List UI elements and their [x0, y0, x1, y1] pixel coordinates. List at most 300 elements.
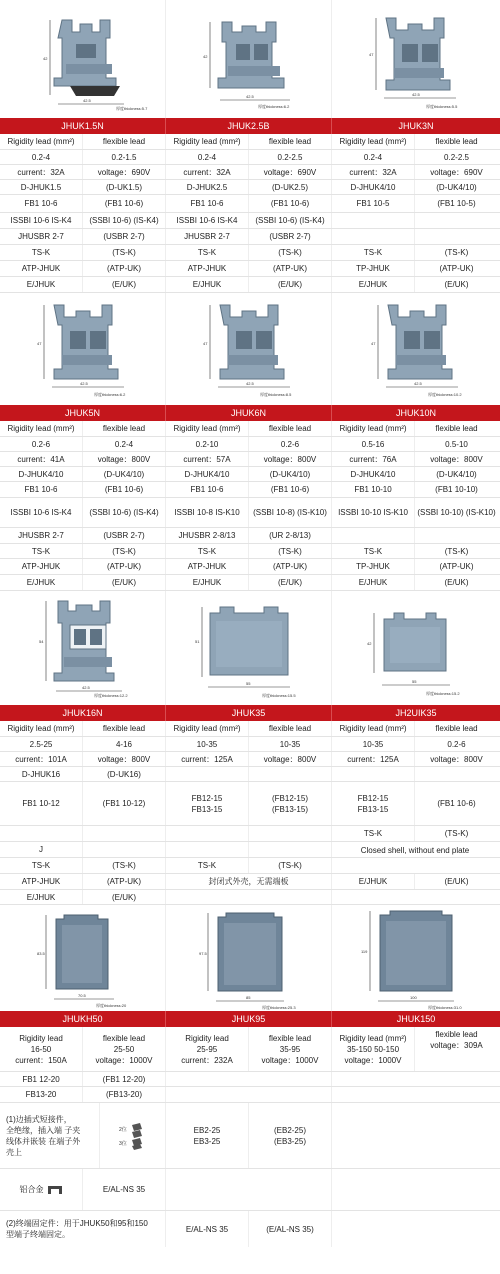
title-row-3	[0, 705, 500, 721]
spec-cell: D-JHUK4/10	[332, 467, 415, 481]
product-image-jhuk2.5b	[166, 0, 332, 118]
height-dim: 54	[39, 639, 44, 644]
closed-shell-note: Closed shell, without end plate	[360, 846, 470, 855]
thickness-label: 厚度thickness:31.0	[428, 1005, 462, 1010]
spec-cell: FB1 12-20	[0, 1072, 83, 1086]
spec-row	[0, 165, 500, 180]
spec-cell: flexible lead	[249, 721, 332, 736]
spec-row	[0, 261, 500, 277]
spec-cell: (ATP-UK)	[249, 559, 332, 574]
spec-line: (EB3-25)	[273, 1136, 306, 1146]
height-dim: 47	[369, 52, 374, 57]
image-row-2	[0, 293, 500, 405]
spec-cell: current：32A	[0, 165, 83, 179]
spec-cell: (E/UK)	[83, 277, 166, 292]
spec-line: flexible lead	[102, 1033, 146, 1043]
spec-cell: ATP-JHUK	[166, 559, 249, 574]
product-title: JH2UIK35	[395, 708, 437, 718]
spec-cell: FB1 10-6	[0, 195, 83, 212]
spec-line: FB13-15	[357, 804, 389, 814]
spec-row	[0, 229, 500, 245]
spec-cell: (D-UK4/10)	[436, 182, 477, 192]
spec-cell: (SSBI 10-6) (IS-K4)	[83, 498, 166, 527]
spec-cell: (TS-K)	[83, 245, 166, 260]
spec-cell: TP-JHUK	[332, 559, 415, 574]
spec-cell	[415, 229, 498, 244]
spec-cell: current：101A	[0, 752, 83, 766]
spec-cell: Rigidity lead (mm²)	[166, 134, 249, 149]
spec-row	[0, 544, 500, 559]
spec-row	[0, 858, 500, 874]
spec-line: voltage：1000V	[344, 1055, 402, 1065]
spec-cell: FB1 10-5	[332, 195, 415, 212]
spec-cell: 0.5-10	[445, 439, 468, 449]
spec-cell	[332, 767, 415, 781]
spec-row	[0, 890, 500, 905]
thickness-label: 厚度thickness:12.2	[94, 693, 128, 698]
spec-cell: ATP-JHUK	[0, 559, 83, 574]
spec-cell: 0.2-10	[166, 437, 249, 451]
spec-row	[0, 452, 500, 467]
spec-cell	[332, 1087, 498, 1102]
product-title: JHUK150	[396, 1014, 436, 1024]
spec-cell: FB1 10-6	[166, 482, 249, 497]
spec-line: Rigidity lead (mm²)	[339, 1033, 407, 1043]
spec-cell: Rigidity lead (mm²)	[332, 134, 415, 149]
spec-cell: (E/UK)	[83, 890, 166, 904]
product-title: JHUK5N	[0, 405, 166, 421]
product-image-jhuk16n	[0, 591, 166, 705]
spec-cell: (D-UK4/10)	[83, 467, 166, 481]
spec-cell	[249, 1027, 332, 1071]
product-image-jhukh50	[0, 905, 166, 1011]
spec-cell	[166, 782, 249, 825]
spec-cell: ISSBI 10-6 IS-K4	[0, 213, 83, 228]
spec-cell: E/JHUK	[0, 277, 83, 292]
spec-cell	[166, 1087, 332, 1102]
spec-cell: 10-35	[249, 737, 332, 751]
product-image-jhuk5n	[0, 293, 166, 405]
short-link-icon	[118, 1121, 148, 1151]
product-image-jh2uik35	[332, 591, 500, 705]
product-image-jhuk10n	[332, 293, 500, 405]
spec-row	[0, 1087, 500, 1103]
spec-cell: (TS-K)	[249, 858, 332, 873]
height-dim: 42	[203, 54, 208, 59]
spec-cell: E/JHUK	[332, 575, 415, 590]
spec-cell: current：32A	[332, 165, 415, 179]
thickness-label: 厚度thickness:5.7	[116, 106, 148, 111]
spec-row	[0, 134, 500, 150]
spec-cell: ATP-JHUK	[0, 874, 83, 889]
spec-cell: Rigidity lead (mm²)	[332, 421, 415, 436]
spec-cell	[332, 858, 498, 873]
spec-cell	[166, 890, 332, 904]
spec-cell: TS-K	[332, 544, 415, 558]
spec-cell: 0.2-6	[447, 739, 466, 749]
spec-cell: (ATP-UK)	[83, 874, 166, 889]
width-dim: 55	[246, 681, 251, 686]
spec-row	[0, 437, 500, 452]
thickness-label: 厚度thickness:5.5	[426, 104, 458, 109]
spec-row	[0, 559, 500, 575]
note-line: 线体并嵌装 在端子外	[6, 1136, 81, 1146]
thickness-label: 厚度thickness:25.3	[262, 1005, 296, 1010]
spec-line: 16-50	[30, 1044, 52, 1054]
spec-line: (EB2-25)	[273, 1125, 306, 1135]
spec-row	[0, 767, 500, 782]
spec-cell: flexible lead	[83, 134, 166, 149]
thickness-label: 厚度thickness:6.2	[94, 392, 126, 397]
spec-line: FB13-15	[191, 804, 223, 814]
spec-row	[0, 195, 500, 213]
short-link-icons	[100, 1103, 166, 1168]
spec-cell: Rigidity lead (mm²)	[332, 721, 415, 736]
product-image-jhuk6n	[166, 293, 332, 405]
spec-row	[0, 150, 500, 165]
width-dim: 55	[412, 679, 417, 684]
spec-cell: E/JHUK	[166, 575, 249, 590]
spec-cell	[166, 1072, 332, 1086]
width-dim: 42.5	[82, 685, 90, 690]
spec-cell: voltage：690V	[83, 165, 166, 179]
height-dim: 42	[367, 641, 372, 646]
spec-cell: TS-K	[332, 245, 415, 260]
spec-cell: (E/UK)	[444, 280, 469, 289]
spec-row	[0, 1072, 500, 1087]
spec-cell: voltage：690V	[249, 165, 332, 179]
spec-line: FB12-15	[357, 793, 389, 803]
spec-cell	[249, 842, 332, 857]
spec-line: 35-150 50-150	[346, 1044, 400, 1054]
spec-cell: TS-K	[166, 858, 249, 873]
spec-cell: (E/AL-NS 35)	[249, 1211, 332, 1247]
product-title: JHUK1.5N	[0, 118, 166, 134]
spec-cell: flexible lead	[83, 421, 166, 436]
spec-cell: FB1 10-6	[166, 195, 249, 212]
spec-cell: (E/UK)	[444, 877, 469, 886]
width-dim: 42.5	[246, 381, 254, 386]
spec-cell: Rigidity lead (mm²)	[0, 721, 83, 736]
spec-cell	[0, 826, 83, 841]
spec-line: flexible lead	[268, 1033, 312, 1043]
spec-cell	[166, 826, 249, 841]
spec-cell: flexible lead	[249, 134, 332, 149]
image-row-3	[0, 591, 500, 705]
product-title: JHUK35	[166, 705, 332, 721]
spec-row	[0, 874, 500, 890]
spec-cell	[332, 890, 498, 904]
product-title: JHUK16N	[0, 705, 166, 721]
spec-cell: (TS-K)	[249, 245, 332, 260]
spec-cell: 0.2-4	[166, 150, 249, 164]
product-image-jhuk95	[166, 905, 332, 1011]
spec-cell: voltage：800V	[83, 752, 166, 766]
spec-cell: voltage：800V	[83, 452, 166, 466]
spec-cell: (SSBI 10-6) (IS-K4)	[249, 213, 332, 228]
width-dim: 70.5	[78, 993, 86, 998]
width-dim: 42.5	[80, 381, 88, 386]
width-dim: 85	[246, 995, 251, 1000]
spec-cell: (FB13-20)	[83, 1087, 166, 1102]
spec-line: (FB13-15)	[271, 804, 308, 814]
width-dim: 42.5	[414, 381, 422, 386]
spec-row	[0, 1103, 500, 1169]
spec-cell	[83, 1027, 166, 1071]
product-title: JHUKH50	[0, 1011, 166, 1027]
spec-cell: voltage：800V	[430, 754, 483, 764]
spec-cell: 0.2-2.5	[444, 152, 469, 162]
note-line: 全绝缘，插入端 子夹	[6, 1125, 81, 1135]
note-line: 型端子终端固定。	[6, 1230, 70, 1239]
spec-cell: TS-K	[166, 544, 249, 558]
spec-cell: (FB1 10-6)	[437, 799, 476, 808]
spec-cell: ISSBI 10-10 IS-K10	[332, 498, 415, 527]
product-title: JHUK6N	[166, 405, 332, 421]
height-dim: 47	[371, 341, 376, 346]
spec-cell: 0.2-4	[0, 150, 83, 164]
height-dim: 47	[37, 341, 42, 346]
spec-cell: J	[0, 842, 83, 857]
spec-cell: E/JHUK	[0, 575, 83, 590]
image-row-1	[0, 0, 500, 118]
title-row-2	[0, 405, 500, 421]
end-stop-icon	[47, 1183, 63, 1197]
spec-cell	[249, 826, 332, 841]
spec-cell: TS-K	[332, 826, 415, 841]
spec-cell: JHUSBR 2-7	[166, 229, 249, 244]
spec-row	[0, 782, 500, 826]
spec-cell: E/AL-NS 35	[166, 1211, 249, 1247]
spec-line: EB3-25	[193, 1136, 221, 1146]
thickness-label: 厚度thickness:6.2	[258, 104, 290, 109]
spec-cell	[332, 1072, 498, 1086]
spec-cell: D-JHUK4/10	[0, 467, 83, 481]
spec-cell: Rigidity lead (mm²)	[0, 134, 83, 149]
width-dim: 100	[410, 995, 417, 1000]
spec-cell	[332, 1027, 415, 1071]
spec-cell: FB1 10-6	[0, 482, 83, 497]
product-title: JHUK2.5B	[166, 118, 332, 134]
spec-cell	[166, 1027, 249, 1071]
spec-line: voltage：1000V	[95, 1055, 153, 1065]
spec-cell: flexible lead	[435, 137, 478, 146]
spec-cell: FB1 10-10	[332, 482, 415, 497]
spec-cell: TS-K	[0, 544, 83, 558]
spec-cell: ISSBI 10-6 IS-K4	[166, 213, 249, 228]
spec-cell	[166, 767, 249, 781]
spec-cell: (FB1 10-6)	[249, 482, 332, 497]
spec-cell	[249, 1103, 332, 1168]
spec-cell: 10-35	[166, 737, 249, 751]
spec-row	[0, 213, 500, 229]
width-dim: 42.5	[83, 98, 91, 103]
spec-line: Rigidity lead	[185, 1033, 229, 1043]
thickness-label: 厚度thickness:8.5	[260, 392, 292, 397]
spec-cell: current：76A	[332, 452, 415, 466]
spec-cell: Rigidity lead (mm²)	[166, 421, 249, 436]
spec-cell: Rigidity lead (mm²)	[0, 421, 83, 436]
spec-cell: 0.2-4	[332, 150, 415, 164]
spec-row	[0, 1027, 500, 1072]
spec-cell	[83, 842, 166, 857]
spec-cell: E/JHUK	[332, 874, 415, 889]
width-dim: 42.5	[246, 94, 254, 99]
short-link-note	[0, 1103, 100, 1168]
spec-cell: ISSBI 10-6 IS-K4	[0, 498, 83, 527]
spec-cell: (ATP-UK)	[249, 261, 332, 276]
spec-cell: E/JHUK	[0, 890, 83, 904]
spec-cell: (SSBI 10-6) (IS-K4)	[83, 213, 166, 228]
spec-cell: 0.2-6	[249, 437, 332, 451]
spec-cell: (TS-K)	[83, 544, 166, 558]
thickness-label: 厚度thickness:15.5	[262, 693, 296, 698]
product-image-jhuk150	[332, 905, 500, 1011]
two-pole-label: 2位	[118, 1126, 127, 1133]
aluminium-label: 铝合金	[19, 1185, 44, 1194]
spec-line: (FB12-15)	[271, 793, 308, 803]
spec-cell	[83, 826, 166, 841]
product-title: JHUK95	[166, 1011, 332, 1027]
spec-cell: (TS-K)	[444, 546, 469, 556]
spec-line: current：232A	[181, 1055, 233, 1065]
spec-line: voltage：1000V	[261, 1055, 319, 1065]
spec-row	[0, 575, 500, 591]
spec-line: FB12-15	[191, 793, 223, 803]
width-dim: 42.5	[412, 92, 420, 97]
spec-cell	[332, 528, 415, 543]
spec-line: current：150A	[15, 1055, 67, 1065]
spec-cell: current：32A	[166, 165, 249, 179]
spec-line: 25-50	[113, 1044, 135, 1054]
spec-cell: JHUSBR 2-7	[0, 229, 83, 244]
spec-cell: JHUSBR 2-7	[0, 528, 83, 543]
spec-cell	[166, 1103, 249, 1168]
height-dim: 83.5	[37, 951, 45, 956]
spec-cell: current：125A	[332, 752, 415, 766]
spec-cell: current：41A	[0, 452, 83, 466]
spec-cell: current：57A	[166, 452, 249, 466]
thickness-label: 厚度thickness:20	[96, 1003, 127, 1008]
note-line: (1)边插式短接件，	[6, 1114, 72, 1124]
spec-row	[0, 1211, 500, 1247]
spec-cell	[332, 1103, 498, 1168]
spec-cell: (D-UK16)	[83, 767, 166, 781]
spec-cell: (D-UK2.5)	[249, 180, 332, 194]
spec-cell: E/AL-NS 35	[83, 1169, 166, 1210]
spec-cell: (E/UK)	[444, 578, 469, 587]
spec-cell: 0.2-6	[0, 437, 83, 451]
spec-cell: (UR 2-8/13)	[249, 528, 332, 543]
spec-cell: (ATP-UK)	[439, 562, 474, 571]
spec-cell	[415, 213, 498, 228]
note-line: (2)终端固定件：用于JHUK50和95和150	[6, 1219, 148, 1228]
height-dim: 97.5	[199, 951, 207, 956]
spec-cell: ATP-JHUK	[166, 261, 249, 276]
spec-cell: (USBR 2-7)	[83, 229, 166, 244]
spec-cell: FB13-20	[0, 1087, 83, 1102]
three-pole-label: 3位	[118, 1140, 127, 1147]
spec-line: voltage：309A	[430, 1041, 483, 1050]
spec-row	[0, 737, 500, 752]
height-dim: 51	[195, 639, 200, 644]
spec-cell: (SSBI 10-10) (IS-K10)	[417, 508, 496, 517]
spec-cell: (FB1 10-5)	[437, 199, 476, 208]
product-image-jhuk35	[166, 591, 332, 705]
spec-cell	[249, 767, 332, 781]
spec-cell: D-JHUK4/10	[166, 467, 249, 481]
spec-cell: D-JHUK4/10	[332, 180, 415, 194]
spec-cell: 0.2-1.5	[83, 150, 166, 164]
spec-cell	[332, 213, 415, 228]
spec-row	[0, 245, 500, 261]
spec-cell: (USBR 2-7)	[83, 528, 166, 543]
note-line: 壳上	[6, 1147, 22, 1157]
spec-cell: JHUSBR 2-8/13	[166, 528, 249, 543]
spec-cell: FB1 10-12	[0, 782, 83, 825]
spec-cell: ISSBI 10-8 IS-K10	[166, 498, 249, 527]
end-fix-note	[0, 1211, 166, 1247]
spec-row	[0, 498, 500, 528]
spec-cell: 10-35	[332, 737, 415, 751]
closed-shell-note-cn: 封闭式外壳，无需端板	[166, 874, 332, 889]
spec-cell	[415, 1027, 498, 1071]
spec-cell: (USBR 2-7)	[249, 229, 332, 244]
spec-cell: (E/UK)	[249, 277, 332, 292]
spec-cell: (ATP-UK)	[83, 559, 166, 574]
spec-cell: (FB1 10-6)	[249, 195, 332, 212]
spec-cell	[415, 767, 498, 781]
spec-cell: flexible lead	[83, 721, 166, 736]
product-title: JHUK3N	[398, 121, 434, 131]
product-image-jhuk1.5n	[0, 0, 166, 118]
spec-row	[0, 721, 500, 737]
spec-cell: 0.2-4	[83, 437, 166, 451]
spec-cell: 0.5-16	[332, 437, 415, 451]
spec-cell: (TS-K)	[444, 248, 469, 257]
spec-cell: (FB1 10-12)	[83, 782, 166, 825]
spec-cell: 0.2-2.5	[249, 150, 332, 164]
spec-row	[0, 1169, 500, 1211]
spec-cell: 4-16	[83, 737, 166, 751]
spec-cell: TS-K	[166, 245, 249, 260]
spec-cell: current：125A	[166, 752, 249, 766]
spec-cell: voltage：690V	[430, 167, 483, 177]
product-image-jhuk3n	[332, 0, 500, 118]
spec-cell: flexible lead	[249, 421, 332, 436]
thickness-label: 厚度thickness:10.2	[428, 392, 462, 397]
spec-cell: (E/UK)	[249, 575, 332, 590]
spec-cell: Rigidity lead (mm²)	[166, 721, 249, 736]
spec-cell	[166, 1169, 332, 1210]
spec-line: EB2-25	[193, 1125, 221, 1135]
spec-rows-1	[0, 134, 500, 293]
spec-line: 25-95	[196, 1044, 218, 1054]
spec-cell: D-JHUK16	[0, 767, 83, 781]
spec-cell	[415, 528, 498, 543]
spec-line: Rigidity lead	[19, 1033, 63, 1043]
spec-cell: (FB1 10-6)	[83, 482, 166, 497]
spec-line: 35-95	[279, 1044, 301, 1054]
spec-row	[0, 482, 500, 498]
height-dim: 119	[361, 949, 368, 954]
spec-row	[0, 421, 500, 437]
spec-cell: 2.5-25	[0, 737, 83, 751]
product-title: JHUK10N	[395, 408, 436, 418]
spec-row	[0, 180, 500, 195]
thickness-label: 厚度thickness:15.2	[426, 691, 460, 696]
spec-cell: (FB1 12-20)	[83, 1072, 166, 1086]
